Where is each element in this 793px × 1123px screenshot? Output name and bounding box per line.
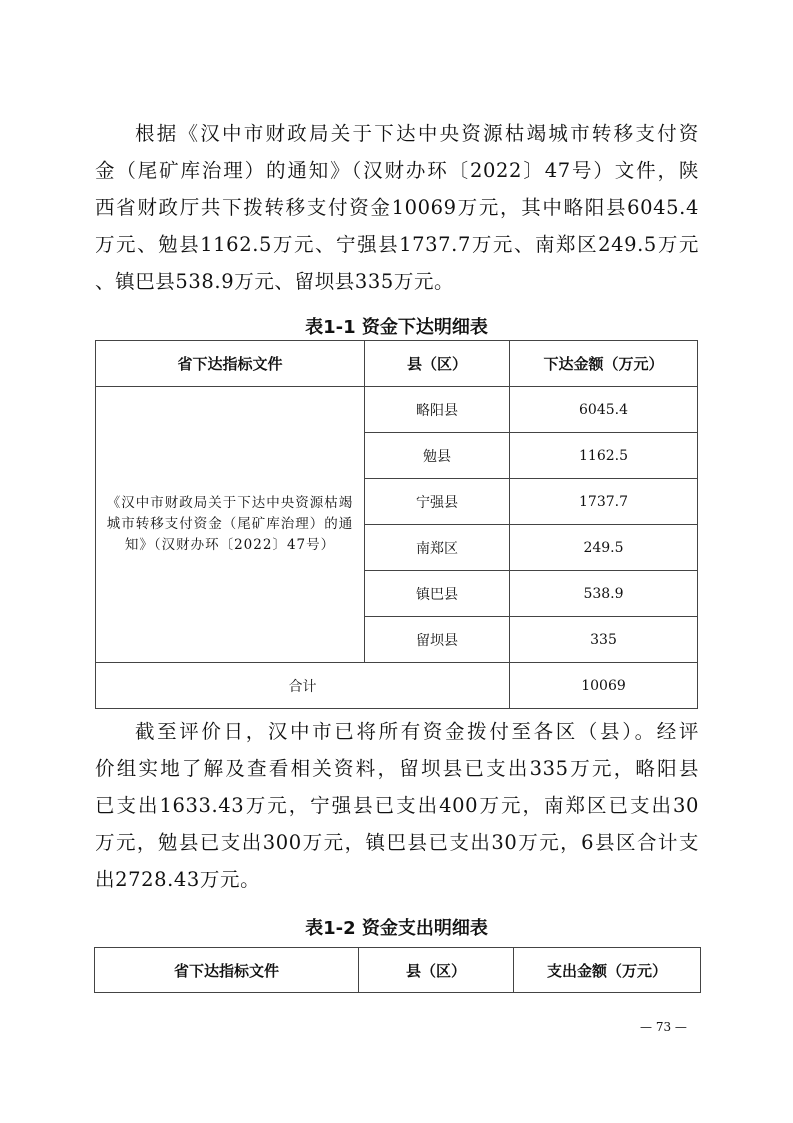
county-cell: 留坝县 xyxy=(365,617,510,663)
table2-caption: 表1-2 资金支出明细表 xyxy=(305,918,488,939)
total-label-cell: 合计 xyxy=(96,663,510,709)
amount-cell: 335 xyxy=(510,617,698,663)
paragraph-line: 价组实地了解及查看相关资料，留坝县已支出335万元，略阳县 xyxy=(95,757,699,780)
county-cell: 略阳县 xyxy=(365,387,510,433)
header-cell: 县（区） xyxy=(365,341,510,387)
header-cell: 支出金额（万元） xyxy=(514,948,701,993)
paragraph-line: 已支出1633.43万元，宁强县已支出400万元，南郑区已支出30 xyxy=(95,794,699,817)
paragraph-line: 根据《汉中市财政局关于下达中央资源枯竭城市转移支付资 xyxy=(135,122,699,145)
county-cell: 宁强县 xyxy=(365,479,510,525)
county-cell: 勉县 xyxy=(365,433,510,479)
amount-cell: 6045.4 xyxy=(510,387,698,433)
amount-cell: 538.9 xyxy=(510,571,698,617)
document-cell: 《汉中市财政局关于下达中央资源枯竭城市转移支付资金（尾矿库治理）的通知》（汉财办环〔2022〕47号） xyxy=(96,387,365,663)
paragraph-line: 、镇巴县538.9万元、留坝县335万元。 xyxy=(95,270,455,293)
amount-cell: 1737.7 xyxy=(510,479,698,525)
amount-cell: 1162.5 xyxy=(510,433,698,479)
paragraph-line: 出2728.43万元。 xyxy=(95,868,261,891)
county-cell: 南郑区 xyxy=(365,525,510,571)
page-number: — 73 — xyxy=(640,1020,687,1034)
paragraph-line: 截至评价日，汉中市已将所有资金拨付至各区（县）。经评 xyxy=(135,720,699,743)
table1 xyxy=(95,340,698,709)
header-cell: 县（区） xyxy=(359,948,514,993)
paragraph-line: 西省财政厅共下拨转移支付资金10069万元，其中略阳县6045.4 xyxy=(95,196,699,219)
table2 xyxy=(94,947,701,993)
county-cell: 镇巴县 xyxy=(365,571,510,617)
paragraph-line: 万元、勉县1162.5万元、宁强县1737.7万元、南郑区249.5万元 xyxy=(95,233,699,256)
total-cell: 10069 xyxy=(510,663,698,709)
header-cell: 下达金额（万元） xyxy=(510,341,698,387)
paragraph-line: 万元，勉县已支出300万元，镇巴县已支出30万元，6县区合计支 xyxy=(95,831,699,854)
header-cell: 省下达指标文件 xyxy=(95,948,359,993)
table1-caption: 表1-1 资金下达明细表 xyxy=(305,317,488,338)
paragraph-line: 金（尾矿库治理）的通知》（汉财办环〔2022〕47号）文件，陕 xyxy=(95,159,699,182)
header-cell: 省下达指标文件 xyxy=(96,341,365,387)
amount-cell: 249.5 xyxy=(510,525,698,571)
